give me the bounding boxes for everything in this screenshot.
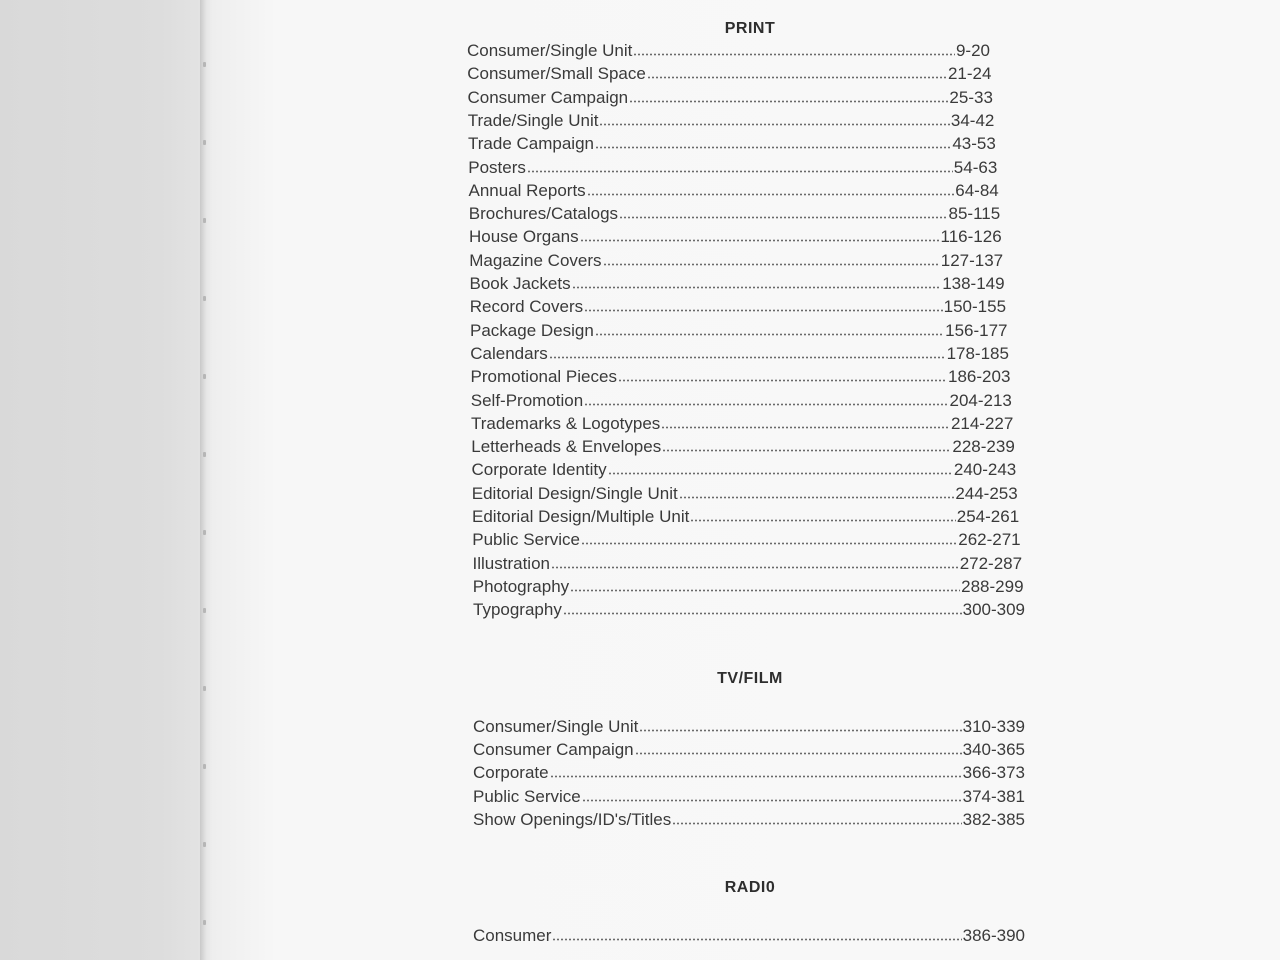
toc-entry-title: Self-Promotion bbox=[470, 390, 584, 410]
dot-leader bbox=[662, 440, 951, 452]
toc-entry bbox=[468, 111, 995, 133]
dot-leader bbox=[527, 161, 953, 173]
toc-entry bbox=[470, 297, 1006, 319]
dot-leader bbox=[618, 370, 947, 382]
binding-stitch bbox=[203, 686, 206, 691]
dot-leader bbox=[629, 91, 948, 103]
dot-leader bbox=[633, 44, 955, 56]
binding-stitch bbox=[203, 62, 206, 67]
binding-stitch bbox=[203, 296, 206, 301]
toc-entry bbox=[468, 88, 993, 110]
toc-entry-pages: 138-149 bbox=[942, 274, 1005, 293]
toc-entry bbox=[473, 810, 1025, 832]
toc-entry-title: Show Openings/ID's/Titles bbox=[473, 809, 672, 829]
toc-entry-title: Corporate Identity bbox=[471, 460, 607, 480]
toc-entry-pages: 240-243 bbox=[953, 460, 1017, 480]
dot-leader bbox=[570, 580, 960, 592]
dot-leader bbox=[635, 743, 962, 755]
toc-entry bbox=[469, 204, 1000, 226]
toc-entry bbox=[473, 554, 1023, 576]
section-heading: TV/FILM bbox=[717, 670, 783, 687]
toc-entry bbox=[469, 181, 999, 203]
toc-entry-pages: 204-213 bbox=[949, 390, 1012, 410]
binding-stitch bbox=[203, 920, 206, 925]
toc-entry-title: Public Service bbox=[472, 530, 580, 550]
toc-entry-pages: 382-385 bbox=[962, 809, 1025, 829]
dot-leader bbox=[552, 929, 961, 941]
toc-entry-pages: 186-203 bbox=[948, 367, 1011, 387]
toc-entry-pages: 254-261 bbox=[956, 507, 1020, 526]
dot-leader bbox=[580, 230, 940, 242]
toc-entry bbox=[473, 577, 1024, 599]
toc-entry-title: Record Covers bbox=[469, 297, 584, 317]
toc-entry bbox=[471, 367, 1011, 389]
toc-entry-title: Photography bbox=[472, 576, 570, 596]
dot-leader bbox=[587, 184, 955, 196]
toc-entry bbox=[471, 437, 1015, 459]
binding-stitch bbox=[203, 530, 206, 535]
dot-leader bbox=[608, 463, 953, 475]
toc-entry-pages: 64-84 bbox=[955, 180, 999, 200]
toc-entry-title: Consumer Campaign bbox=[473, 740, 634, 760]
binding-stitch bbox=[203, 218, 206, 223]
toc-entry-title: Editorial Design/Multiple Unit bbox=[472, 507, 690, 526]
dot-leader bbox=[661, 417, 950, 429]
toc-entry bbox=[473, 717, 1025, 739]
toc-entry-pages: 9-20 bbox=[955, 41, 990, 60]
toc-entry-pages: 262-271 bbox=[958, 530, 1021, 550]
dot-leader bbox=[550, 766, 962, 778]
toc-entry-pages: 288-299 bbox=[961, 576, 1024, 596]
toc-entry-title: Promotional Pieces bbox=[470, 367, 617, 387]
binding-stitch bbox=[203, 764, 206, 769]
dot-leader bbox=[647, 67, 947, 79]
toc-entry bbox=[469, 251, 1003, 273]
binding-stitch bbox=[203, 140, 206, 145]
toc-entry-title: Consumer/Single Unit bbox=[473, 717, 639, 736]
toc-entry-title: Public Service bbox=[473, 786, 581, 806]
dot-leader bbox=[595, 137, 951, 149]
dot-leader bbox=[679, 487, 955, 499]
toc-entry-title: House Organs bbox=[469, 227, 579, 247]
toc-entry-pages: 25-33 bbox=[949, 87, 993, 107]
toc-entry-title: Consumer/Small Space bbox=[467, 64, 646, 84]
toc-entry-title: Consumer/Single Unit bbox=[467, 41, 633, 60]
section-heading: RADI0 bbox=[724, 879, 776, 896]
toc-entry-title: Package Design bbox=[470, 320, 594, 340]
toc-entry-title: Book Jackets bbox=[469, 274, 571, 293]
toc-entry-pages: 244-253 bbox=[955, 483, 1018, 503]
toc-entry bbox=[467, 64, 991, 86]
dot-leader bbox=[581, 533, 957, 545]
toc-entry-pages: 300-309 bbox=[962, 600, 1025, 620]
toc-entry-title: Typography bbox=[473, 600, 562, 620]
toc-entry bbox=[468, 134, 996, 156]
binding-stitch bbox=[203, 842, 206, 847]
toc-entry bbox=[472, 460, 1017, 482]
toc-entry bbox=[473, 763, 1025, 785]
toc-entry-title: Consumer bbox=[473, 926, 552, 945]
toc-entry-title: Trade/Single Unit bbox=[467, 110, 599, 130]
toc-entry bbox=[473, 600, 1025, 622]
toc-entry-pages: 85-115 bbox=[948, 204, 1001, 224]
dot-leader bbox=[584, 300, 943, 312]
toc-entry bbox=[469, 227, 1002, 249]
binding-stitch bbox=[203, 374, 206, 379]
toc-entry bbox=[470, 344, 1009, 366]
section-heading: PRINT bbox=[724, 20, 776, 37]
toc-entry-pages: 310-339 bbox=[962, 717, 1025, 736]
toc-entry-title: Calendars bbox=[470, 343, 548, 363]
toc-entry-title: Corporate bbox=[473, 763, 549, 783]
toc-entry bbox=[473, 740, 1025, 762]
toc-entry-pages: 150-155 bbox=[943, 297, 1007, 317]
toc-entry-pages: 178-185 bbox=[946, 343, 1009, 363]
toc-entry-pages: 156-177 bbox=[945, 320, 1008, 340]
toc-entry-pages: 34-42 bbox=[950, 110, 995, 130]
toc-entry-pages: 272-287 bbox=[959, 553, 1023, 573]
dot-leader bbox=[690, 510, 955, 522]
toc-entry-title: Posters bbox=[468, 157, 526, 177]
toc-entry bbox=[470, 321, 1008, 343]
toc-entry bbox=[468, 158, 997, 180]
dot-leader bbox=[551, 557, 959, 569]
toc-entry-pages: 386-390 bbox=[962, 926, 1025, 945]
dot-leader bbox=[582, 790, 962, 802]
toc-entry bbox=[472, 484, 1018, 506]
dot-leader bbox=[599, 114, 949, 126]
toc-entry bbox=[472, 530, 1020, 552]
toc-entry bbox=[471, 391, 1012, 413]
toc-entry-title: Editorial Design/Single Unit bbox=[471, 483, 678, 503]
toc-entry-pages: 127-137 bbox=[940, 250, 1004, 270]
binding-stitch bbox=[203, 608, 206, 613]
toc-entry bbox=[473, 926, 1025, 948]
binding-stitch bbox=[203, 452, 206, 457]
dot-leader bbox=[584, 394, 948, 406]
toc-entry-title: Trademarks & Logotypes bbox=[471, 413, 661, 433]
dot-leader bbox=[572, 277, 942, 289]
dot-leader bbox=[672, 813, 961, 825]
toc-entry-pages: 366-373 bbox=[962, 763, 1025, 783]
toc-entry-pages: 374-381 bbox=[962, 786, 1025, 806]
facing-page bbox=[0, 0, 201, 960]
toc-entry-title: Annual Reports bbox=[468, 180, 586, 200]
toc-entry-pages: 340-365 bbox=[962, 740, 1025, 760]
toc-entry bbox=[472, 507, 1019, 529]
dot-leader bbox=[603, 254, 940, 266]
toc-entry bbox=[470, 274, 1005, 296]
toc-entry bbox=[467, 41, 990, 63]
toc-entry-title: Letterheads & Envelopes bbox=[471, 437, 662, 457]
toc-entry-title: Illustration bbox=[472, 553, 550, 573]
toc-entry-pages: 21-24 bbox=[947, 64, 992, 84]
toc-entry bbox=[473, 787, 1025, 809]
toc-entry bbox=[471, 414, 1013, 436]
toc-entry-title: Consumer Campaign bbox=[467, 87, 629, 107]
toc-entry-title: Trade Campaign bbox=[468, 134, 594, 154]
toc-entry-pages: 54-63 bbox=[953, 157, 998, 177]
dot-leader bbox=[549, 347, 946, 359]
dot-leader bbox=[563, 603, 962, 615]
toc-entry-title: Brochures/Catalogs bbox=[468, 204, 619, 224]
toc-entry-pages: 214-227 bbox=[950, 413, 1014, 433]
dot-leader bbox=[619, 207, 947, 219]
toc-entry-title: Magazine Covers bbox=[469, 250, 602, 270]
dot-leader bbox=[639, 720, 961, 732]
toc-entry-pages: 116-126 bbox=[940, 227, 1002, 247]
dot-leader bbox=[595, 324, 944, 336]
toc-entry-pages: 43-53 bbox=[952, 134, 996, 154]
toc-entry-pages: 228-239 bbox=[952, 437, 1015, 457]
